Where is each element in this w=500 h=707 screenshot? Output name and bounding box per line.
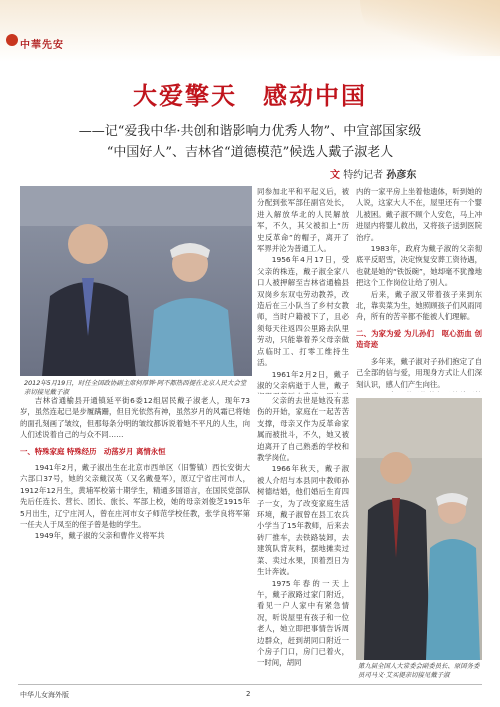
- byline: [330, 166, 416, 181]
- byline-role: 特约记者: [343, 170, 384, 181]
- page-number: 2: [246, 690, 251, 698]
- photo-1-illustration: [20, 186, 252, 376]
- left-column-text: [20, 395, 250, 542]
- paragraph: 1949年，戴子淑的父亲和曹作义将军共: [34, 531, 165, 541]
- footer-publication: 中华儿女海外版: [20, 691, 69, 699]
- paragraph: 内的一家平房上坐着他遗体，听到她的人说，这家大人不在，屋里还有一个婴儿被困。戴子淑不顾个人安危，马上冲进屋内将婴儿救出，又将孩子送到医院治疗。: [356, 187, 482, 242]
- paragraph: 父亲的去世是她没有悲伤的开始，家庭在一起苦苦支撑，母亲又作为反革命家属而被批斗，不久，她又被迫离开了自己熟悉的学校和教学岗位。: [257, 396, 349, 463]
- byline-name: 孙彦东: [386, 170, 417, 181]
- photo-reception-1: [20, 186, 252, 376]
- right-column-top: [356, 186, 482, 392]
- paragraph: 1941年2月，戴子淑出生在北京市西单区（旧警镇）西长安街大六部口37号，她的父亲戴汉英（又名戴曼军），原辽宁省庄河市人，1912年12月生，黄埔军校第十期学生，精通多国语言，在国民党部队先后任连长、营长、团长、旅长、军部上校，她的母亲刘俊芝1915年5月出生，辽宁庄河人，曾在庄河市女子师范学校任教，张学良将军第一任夫人于凤至的侄子曾是他的学生。: [20, 463, 250, 530]
- subtitle-line-1: ——记“爱我中华·共创和谐影响力优秀人物”、中宣部国家级: [78, 124, 422, 139]
- section-heading-1: 一、特殊家庭 特殊经历 动荡岁月 离情永恒: [20, 446, 166, 456]
- footer-divider: [18, 684, 482, 685]
- byline-tag: 文: [330, 170, 340, 181]
- paragraph: 1975年春的一天上午，戴子淑路过家门附近，看见一户人家中有紧急情况，听说屋里有孩子和一位老人，她立即把事情告诉周边群众，赶到胡同口附近一个房子门口，房门已着火，一时间，胡同: [257, 578, 349, 668]
- section-heading-2: 二、为家为爱 为儿孙们 呕心沥血 创造奇迹: [356, 328, 482, 350]
- paragraph: [356, 390, 482, 392]
- paragraph: 1961年2月2日，戴子淑的父亲病逝于人世，戴子: [257, 369, 349, 390]
- paragraph: 1966年秋天，戴子淑被人介绍与本县同中教师孙树德结婚，他们婚后生育四子一女，为了改变家庭生活环境，戴子淑曾在县工农兵小学当了15年教师，后来去砖厂推车，去铁路装卸，去建筑队背灰料，摆地摊卖过菜、卖过水果，顶着烈日为生计奔波。: [257, 464, 349, 577]
- paragraph: 1956年4月17日，受父亲的株连，戴子淑全家八口人被押解至吉林省通榆县双岗乡东双屯劳动教养，改造后在三小队当了乡村女教师，当时户籍被下了，且必须每天往返四公里路去队里劳动，只能靠着养父母亲做点临时工、打零工维持生活。: [257, 255, 349, 368]
- paragraph: 后来，戴子淑又带着孩子来到东北，靠卖菜为生，她照顾孩子们风雨同舟，所有的苦辛都不能被人们理解。: [356, 289, 482, 322]
- photo-2-caption: 第九届全国人大常委会副委员长、原国务委员司马义·艾买提亲切接见戴子淑: [358, 662, 480, 679]
- middle-column-top: [257, 186, 349, 394]
- paragraph: 1983年，政府为戴子淑的父亲彻底平反昭雪，决定恢复安葬工资待遇，也就是她的“铁饭碗”，她却毫不犹豫地把这个工作岗位让给了别人。: [356, 244, 482, 288]
- middle-column-bottom: [257, 395, 349, 679]
- magazine-logo: 中華先安: [20, 40, 64, 51]
- paragraph: 多年来，戴子淑对子孙们抱定了自己全部的信与爱，用现身方式让人们深刻认识，感人们产生向往。: [356, 356, 482, 389]
- page-title: 大爱擎天 感动中国: [133, 81, 367, 110]
- photo-2-illustration: [356, 398, 482, 660]
- logo-icon: [6, 34, 18, 46]
- photo-reception-2: [356, 398, 482, 660]
- photo-1-caption: 2012年5月19日，时任全国政协副主席何厚铧·阿不都热西提在北京人民大会堂亲切接见戴子淑: [24, 379, 247, 396]
- subtitle-line-2: “中国好人”、吉林省“道德模范”候选人戴子淑老人: [106, 145, 394, 160]
- paragraph: 吉林省通榆县开通镇延平街6委12组居民戴子淑老人，现年73岁，虽然连起已是步履蹒跚，但目光依然有神，虽然岁月的风霜已将她的面孔刻画了皱纹，但那每条分明的皱纹都诉说着她不平凡的人生，向人们述说着自己的与众不同……: [20, 396, 250, 440]
- paragraph: 同参加北平和平起义后，被分配到张军部任副官处长，进入解放华北的人民解放军，不久，其父被扣上“历史反革命”的帽子，离开了军界并沦为普通工人。: [257, 187, 349, 254]
